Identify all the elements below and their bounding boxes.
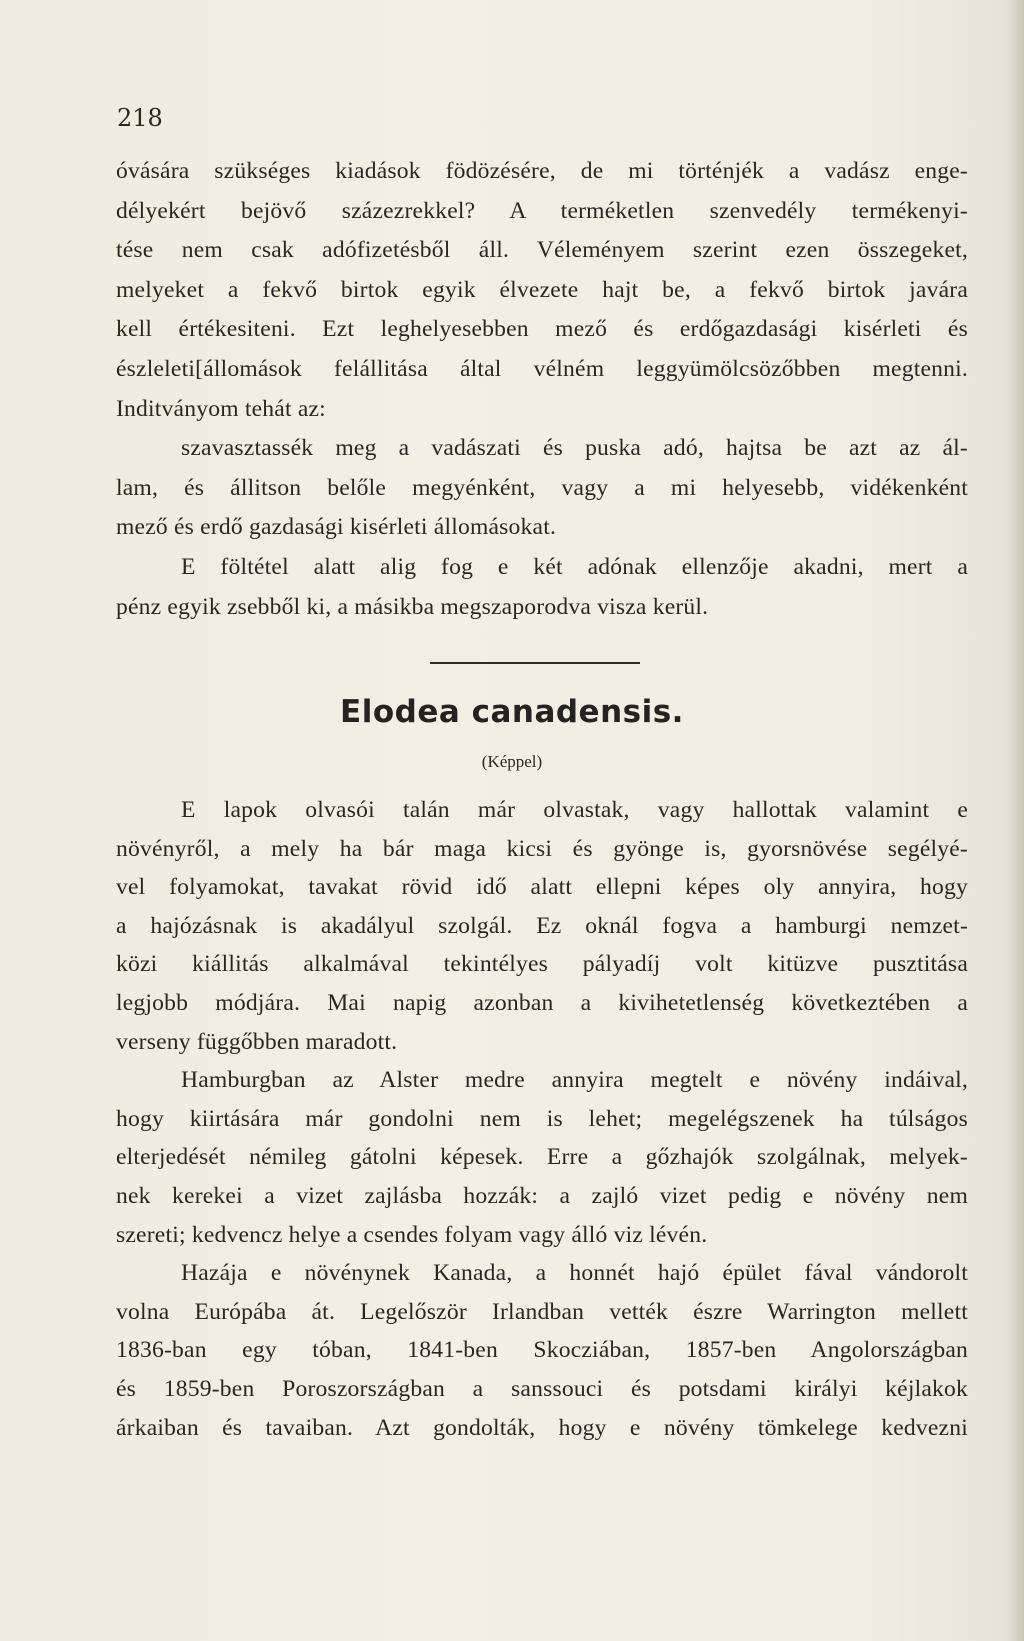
article-body <box>116 791 968 1447</box>
text-line: Hamburgban az Alster medre annyira megtelt e növény indáival, <box>181 1067 968 1094</box>
text-line: pénz egyik zsebből ki, a másikba megszaporodva visza kerül. <box>116 593 709 620</box>
section-divider <box>430 662 640 664</box>
text-line: szereti; kedvencz helye a csendes folyam vagy álló viz lévén. <box>116 1221 708 1248</box>
text-line: volna Európába át. Legelőször Irlandban vették észre Warrington mellett <box>116 1298 968 1325</box>
text-line: tése nem csak adófizetésből áll. Véleményem szerint ezen összegeket, <box>116 237 968 264</box>
text-line: nek kerekei a vizet zajlásba hozzák: a zajló vizet pedig e növény nem <box>116 1182 968 1209</box>
text-line: vel folyamokat, tavakat rövid idő alatt ellepni képes oly annyira, hogy <box>116 874 968 901</box>
text-line: és 1859-ben Poroszországban a sanssouci és potsdami királyi kéjlakok <box>116 1375 968 1402</box>
text-line: óvására szükséges kiadások födözésére, de mi történjék a vadász enge- <box>116 158 968 184</box>
text-line: közi kiállitás alkalmával tekintélyes pályadíj volt kitüzve pusztitása <box>116 951 968 978</box>
text-line: észleleti[állomások felállitása által vélném leggyümölcsözőbben megtenni. <box>116 355 968 382</box>
text-line: árkaiban és tavaiban. Azt gondolták, hogy e növény tömkelege kedvezni <box>116 1414 968 1441</box>
text-line: mező és erdő gazdasági kisérleti állomásokat. <box>116 514 557 541</box>
text-line: Hazája e növénynek Kanada, a honnét hajó épület fával vándorolt <box>181 1260 968 1287</box>
text-line: legjobb módjára. Mai napig azonban a kivihetetlenség következtében a <box>116 989 968 1016</box>
text-line: elterjedését némileg gátolni képesek. Erre a gőzhajók szolgálnak, melyek- <box>116 1144 968 1171</box>
text-line: E föltétel alatt alig fog e két adónak ellenzője akadni, mert a <box>181 553 968 580</box>
text-line: szavasztassék meg a vadászati és puska adó, hajtsa be azt az ál- <box>181 435 968 462</box>
page-number: 218 <box>117 104 163 132</box>
text-line: kell értékesiteni. Ezt leghelyesebben mező és erdőgazdasági kisérleti és <box>116 316 968 343</box>
text-line: verseny függőbben maradott. <box>116 1028 398 1055</box>
text-line: E lapok olvasói talán már olvastak, vagy hallottak valamint e <box>181 797 968 823</box>
text-line: melyeket a fekvő birtok egyik élvezete hajt be, a fekvő birtok javára <box>116 276 968 303</box>
article-subtitle: (Képpel) <box>481 752 543 771</box>
text-line: hogy kiirtására már gondolni nem is lehet; megelégszenek ha túlságos <box>116 1105 968 1132</box>
text-line: növényről, a mely ha bár maga kicsi és gyönge is, gyorsnövése segélyé- <box>116 835 968 862</box>
text-line: délyekért bejövő százezrekkel? A terméketlen szenvedély termékenyi- <box>116 197 968 224</box>
page-edge-shadow <box>1006 0 1024 1641</box>
text-line: a hajózásnak is akadályul szolgál. Ez oknál fogva a hamburgi nemzet- <box>116 912 968 939</box>
text-line: Inditványom tehát az: <box>116 395 326 422</box>
article-title: Elodea canadensis. <box>340 694 684 730</box>
text-line: lam, és állitson belőle megyénként, vagy a mi helyesebb, vidékenként <box>116 474 968 501</box>
text-line: 1836-ban egy tóban, 1841-ben Skocziában, 1857-ben Angolországban <box>116 1337 968 1364</box>
section-previous-text <box>116 152 968 627</box>
